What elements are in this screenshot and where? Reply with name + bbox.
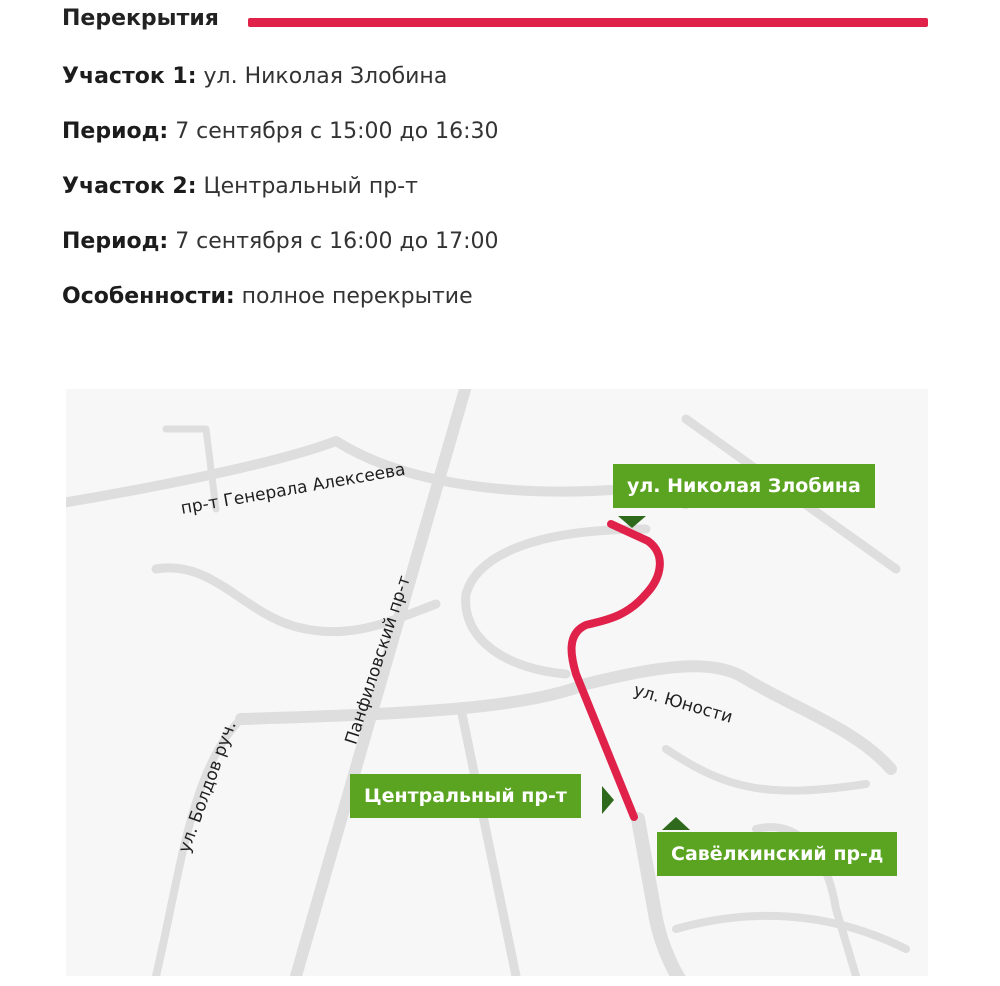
tag-savelkinsky: Савёлкинский пр-д [657,832,897,876]
closure-map[interactable] [66,389,928,976]
info-row-segment-2 [62,172,418,202]
label-yunosti: ул. Юности [631,680,735,728]
section-title: Перекрытия [62,6,219,31]
info-label: Участок 2: [62,174,197,199]
info-value: 7 сентября с 16:00 до 17:00 [175,229,499,254]
info-value: полное перекрытие [241,284,473,309]
road-yunosti [241,666,891,769]
road-south-link [461,709,516,976]
info-value: Центральный пр-т [203,174,418,199]
info-value: ул. Николая Злобина [203,64,448,89]
section-header [62,4,928,36]
info-label: Период: [62,229,169,254]
label-panfilovsky: Панфиловский пр-т [341,573,415,748]
label-boldov: ул. Болдов руч. [174,718,241,856]
road-east-loop [666,749,866,791]
tag-zlobina: ул. Николая Злобина [613,464,875,508]
info-value: 7 сентября с 15:00 до 16:30 [175,119,499,144]
info-row-segment-1 [62,62,447,92]
info-label: Участок 1: [62,64,197,89]
info-label: Особенности: [62,284,235,309]
tag-pointer-savelkinsky [662,817,690,830]
tag-centralny: Центральный пр-т [350,774,581,818]
road-southeast [676,916,906,949]
info-row-period-2 [62,227,499,257]
info-row-features [62,282,473,312]
section-accent-line [248,18,928,27]
info-row-period-1 [62,117,499,147]
info-label: Период: [62,119,169,144]
road-ring-north [466,529,646,674]
tag-pointer-centralny [602,786,614,814]
label-general-alekseev: пр-т Генерала Алексеева [179,459,407,519]
